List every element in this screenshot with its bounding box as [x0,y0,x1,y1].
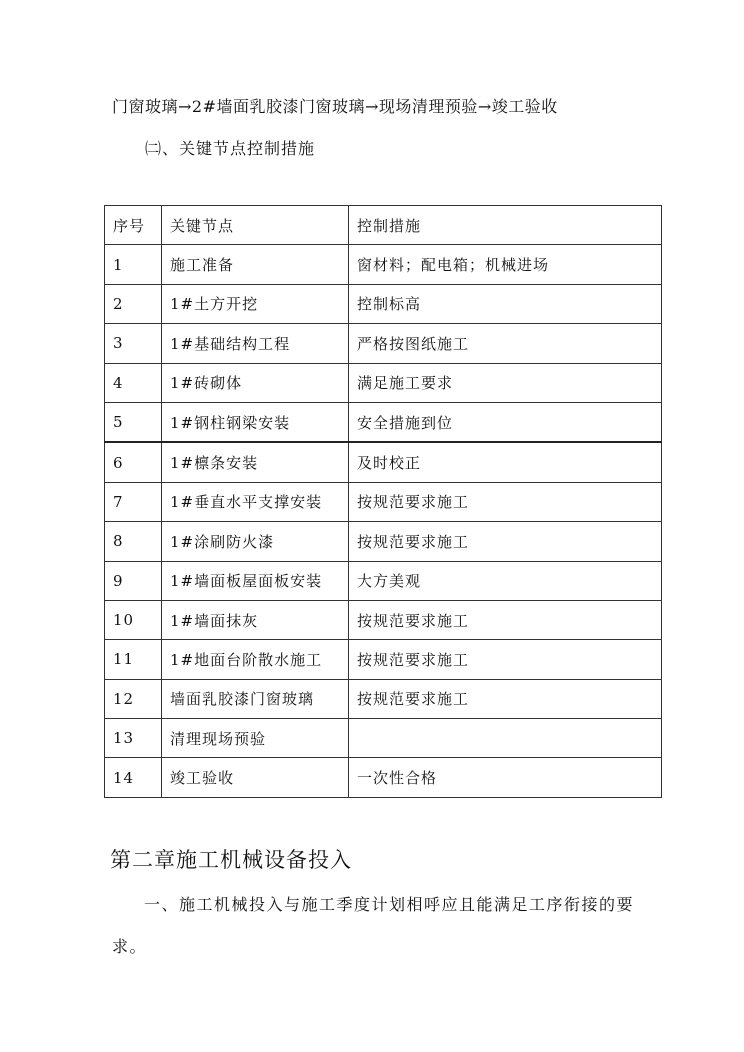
table-row [105,482,662,521]
row-index-cell: 2 [105,284,162,323]
row-control-measure-cell: 大方美观 [349,561,662,600]
table-row [105,442,662,482]
row-key-node-cell: 1#钢柱钢梁安装 [162,402,349,442]
table-row [105,402,662,442]
table-row [105,719,662,758]
table-row [105,561,662,600]
chapter-heading: 第二章施工机械设备投入 [110,848,352,872]
row-control-measure-cell: 控制标高 [349,284,662,323]
row-key-node-cell: 1#墙面板屋面板安装 [162,561,349,600]
header-key-node: 关键节点 [162,206,349,245]
row-control-measure-cell: 及时校正 [349,442,662,482]
row-key-node-cell: 1#基础结构工程 [162,324,349,363]
row-index-cell: 1 [105,245,162,284]
table-row [105,758,662,797]
row-control-measure-cell: 严格按图纸施工 [349,324,662,363]
table-header-row [105,206,662,245]
section-title: ㈡、关键节点控制措施 [145,139,316,158]
row-key-node-cell: 清理现场预验 [162,719,349,758]
row-key-node-cell: 1#垂直水平支撑安装 [162,482,349,521]
row-key-node-cell: 1#砖砌体 [162,363,349,402]
body-paragraph: 一、施工机械投入与施工季度计划相呼应且能满足工序衔接的要求。 [112,895,635,956]
row-control-measure-cell: 按规范要求施工 [349,482,662,521]
table-row [105,363,662,402]
flow-line: 门窗玻璃→2#墙面乳胶漆门窗玻璃→现场清理预验→竣工验收 [112,97,558,116]
row-control-measure-cell: 按规范要求施工 [349,522,662,561]
row-index-cell: 8 [105,522,162,561]
row-key-node-cell: 施工准备 [162,245,349,284]
table-row [105,245,662,284]
row-index-cell: 4 [105,363,162,402]
row-index-cell: 13 [105,719,162,758]
row-control-measure-cell [349,719,662,758]
row-control-measure-cell: 按规范要求施工 [349,679,662,718]
row-index-cell: 3 [105,324,162,363]
row-key-node-cell: 1#土方开挖 [162,284,349,323]
row-index-cell: 11 [105,640,162,679]
row-index-cell: 6 [105,442,162,482]
row-key-node-cell: 1#涂刷防火漆 [162,522,349,561]
header-index: 序号 [105,206,162,245]
table-row [105,284,662,323]
table-row [105,679,662,718]
row-control-measure-cell: 满足施工要求 [349,363,662,402]
row-index-cell: 10 [105,600,162,639]
row-control-measure-cell: 按规范要求施工 [349,640,662,679]
row-control-measure-cell: 一次性合格 [349,758,662,797]
table-row [105,522,662,561]
key-nodes-table [104,205,662,798]
row-key-node-cell: 竣工验收 [162,758,349,797]
header-control-measure: 控制措施 [349,206,662,245]
row-index-cell: 9 [105,561,162,600]
table-row [105,324,662,363]
table-row [105,640,662,679]
row-key-node-cell: 1#檩条安装 [162,442,349,482]
row-key-node-cell: 1#地面台阶散水施工 [162,640,349,679]
row-index-cell: 7 [105,482,162,521]
row-key-node-cell: 1#墙面抹灰 [162,600,349,639]
table-row [105,600,662,639]
row-key-node-cell: 墙面乳胶漆门窗玻璃 [162,679,349,718]
row-control-measure-cell: 窗材料；配电箱；机械进场 [349,245,662,284]
row-index-cell: 5 [105,402,162,442]
row-control-measure-cell: 安全措施到位 [349,402,662,442]
row-index-cell: 12 [105,679,162,718]
row-control-measure-cell: 按规范要求施工 [349,600,662,639]
row-index-cell: 14 [105,758,162,797]
